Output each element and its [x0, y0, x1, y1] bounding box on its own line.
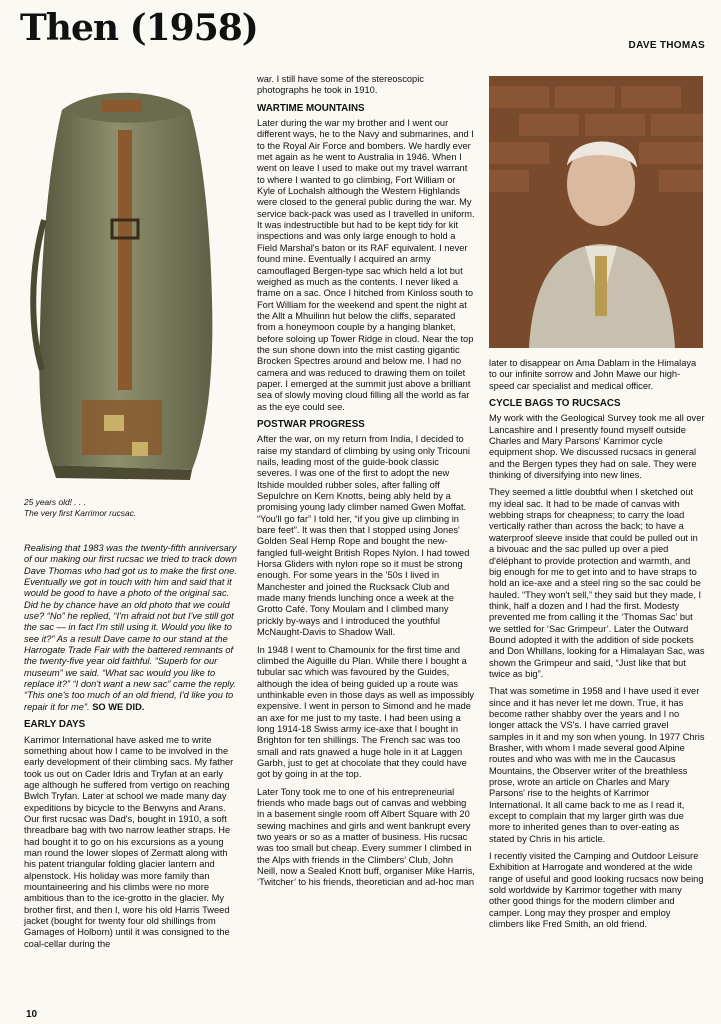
postwar-para-1: After the war, on my return from India, I decided to raise my standard of climbing by using only Tricouni nails, leading most of the guide-book classic severes. I was one of the first to adopt the new Itshide moulded rubber soles, after falling off Sepulchre on Kern Knotts, being ably held by a promising young lady climber named Gwen Moffat. “You'll go far” I told her, “if you give up climbing in bare feet”. It was then that I stopped using Jones' Golden Seal Hemp Rope and bought the new-fangled full-weight British Ropes Nylon. I had towed Horsa Gliders with nylon rope so it must be strong enough. For some years in the '50s I lived in Manchester and joined the Rucksack Club and made many friends lunching once a week at the Grotto Café. Tony Moulam and I climbed many prickly by-ways and I introduced the youthful McNaught-Davis to Shadow Wall.	[257, 434, 470, 638]
heading-postwar: POSTWAR PROGRESS	[257, 418, 365, 430]
intro-closing: SO WE DID.	[92, 701, 145, 712]
portrait-photo	[489, 76, 703, 348]
heading-cycle-bags: CYCLE BAGS TO RUCSACS	[489, 398, 621, 410]
caption-line: The very first Karrimor rucsac.	[24, 507, 137, 518]
rucksack-photo	[22, 70, 236, 490]
caption-line: 25 years old! . . .	[24, 497, 86, 507]
page-title: Then (1958)	[20, 7, 258, 49]
column-1	[24, 543, 238, 956]
photo-caption	[24, 497, 238, 518]
heading-wartime: WARTIME MOUNTAINS	[257, 102, 365, 114]
cycle-bags-para-2: They seemed a little doubtful when I sketched out my ideal sac. It had to be made of canvas with webbing straps for cheapness; to carry the load vertically rather than across the back; to have a waterproof sleeve inside that could be pulled out in a bivouac and the sac pulled up over a pied d'éléphant to provide protection and warmth, and big enough for me to get into and to have straps to hold an ice-axe and a steel ring so the sac could be hauled. “They won't sell,” they said but they made, I think, half a dozen and I had the first. Modesty prevented me from calling it the ‘Thomas Sac’ but we settled for ‘Sac Grimpeur’. Later the Outward Bound adopted it with the addition of side pockets and Don Whillans, looking for a Himalayan Sac, was shown the Grimpeur and said, “Just like that but twice as big”.	[489, 487, 705, 679]
page-number: 10	[26, 1009, 38, 1020]
intro-text: Realising that 1983 was the twenty-fifth anniversary of our making our first rucsac we tried to track down Dave Thomas who had got us to make the first one. Eventually we got in touch with him and said that it would be good to have a photo of the original sac. Did he by chance have an old photo that we could use? “No” he replied, “I'm afraid not but I've still got the sac — in fact I'm still using it. Would you like to see it?” As a result Dave came to our stand at the Harrogate Trade Fair with the battered remnants of the twenty-five year old faithful. “Superb for our museum” we said. “What sac would you like to replace it?” “I don't want a new sac” came the reply. “This one's too much of an old friend, I'd like you to repair it for me”.	[24, 543, 237, 712]
rucksack-illustration	[22, 70, 236, 490]
heading-early-days: EARLY DAYS	[24, 719, 86, 731]
intro-paragraph	[24, 543, 238, 713]
postwar-para-2: In 1948 I went to Chamounix for the first time and climbed the Aiguille du Plan. While there I bought a tubular sac which was favoured by the Guides, although the idea of being guided up a route was unthinkable even in those days as well as impossibly expensive. I went in person to Simond and he made an axe for me just to my taste. I had been using a long 1914-18 Swiss army ice-axe that I bought in Brighton for ten shillings. The French sac was too small and rats gnawed a huge hole in it at Laggen Garbh, just to get at chocolate that they could have got by going in at the top.	[257, 644, 475, 780]
postwar-para-3: Later Tony took me to one of his entrepreneurial friends who made bags out of canvas and webbing in a basement single room off Albert Square with 20 sewing machines and girls and went bankrupt every two years or so as a matter of business. His rucsac was too small but cheap. Every summer I climbed in the Alps with friends in the Climbers' Club, John Neill, now a Sealed Knott buff, organiser Mike Harris, ‘Twitcher’ to his friends, theoretician and ad-hoc man	[257, 786, 475, 888]
cycle-bags-para-3: That was sometime in 1958 and I have used it ever since and it has never let me down. True, it has become rather shabby over the years and I no longer attack the VS's. I have carried gravel samples in it and my son when young. In 1977 Chris Brasher, with whom I made several good Alpine routes and who was with me in the Caucasus Mountains, the Observer writer of the breathless prose, wrote an article on Charles and Mary Parsons' rise to the heights of Karrimor International. It all came back to me as I read it, except to complain that my larger girth was due more to inherited genes than to over-eating as stated by Chris in his article.	[489, 686, 705, 844]
cycle-bags-para-1: My work with the Geological Survey took me all over Lancashire and I presently found myself outside Charles and Mary Parsons' Karrimor cycle equipment shop. We discussed rucsacs in general and the Bergen types they had on sale. They were thinking of diversifying into new lines.	[489, 413, 705, 481]
column-2	[257, 74, 475, 895]
column-3	[489, 358, 705, 937]
author-byline: DAVE THOMAS	[628, 40, 705, 51]
early-days-text: Karrimor International have asked me to write something about how I came to be involved in the early development of their climbing sacs. My father took us out on Cader Idris and Tryfan at an early age although he suffered from vertigo on reaching Bwlch Tryfan. Later at school we made many day expeditions by bicycle to the Berwyns and Arans. Our first rucsac was Dad's, bought in 1910, a soft threadbare bag with two narrow leather straps. He had bought it to go on his excursions as a young man round the lower slopes of Zermatt along with his patent triangular folding glacier lantern and alpenstock. His holiday was more family than mountaineering and his climbs were no more ambitious than to the ice-grotto in the glacier. My brother first, and then I, wore his old Harris Tweed jacket (bought for twenty four old shillings from Gamages of Holborn) until it was consigned to the coal-cellar during the	[24, 734, 234, 949]
portrait-illustration	[489, 76, 703, 348]
col2-continuation: war. I still have some of the stereoscopic photographs he took in 1910.	[257, 74, 424, 96]
wartime-text: Later during the war my brother and I went our different ways, he to the Navy and submarines, and I to the Royal Air Force and bombers. We hardly ever met again as he went to Australia in 1946. When I went on leave I used to make out my travel warrant to where I wanted to go climbing, Fort William or Kyle of Lochalsh although the Western Highlands were closed to the general public during the war. My service back-pack was used as I travelled in uniform. It was indestructible but had to be kept tidy for kit inspections and was only large enough to hold a Field Marshal's baton or its RAF equivalent. I never found mine. Eventually I acquired an army camouflaged Bergen-type sac which held a lot but weighed as much as the contents. I never liked a frame on a sac. Once I hitched from Kinloss south to Fort William for the weekend and spent the night at the Allt a Mhuilinn hut below the cliffs, separated from a honeymoon couple by a hanging blanket, before soloing up Tower Ridge in cloud. Near the top the sun shone down into the mist casting gigantic Brocken Spectres around and below me. I had no camera and was reduced to drawing them on toilet paper. I emerged at the summit just above a brilliant sea of slowly moving cloud filling all the world as far as the eye could see.	[257, 118, 475, 412]
col3-continuation: later to disappear on Ama Dablam in the Himalaya to our infinite sorrow and John Mawe our high-speed car specialist and medical officer.	[489, 358, 697, 391]
cycle-bags-para-4: I recently visited the Camping and Outdoor Leisure Exhibition at Harrogate and wondered at the wide range of useful and good looking rucsacs now being sold worldwide by Karrimor together with many other good things for the modern climber and camper. Long may they prosper and employ climbers like Fred Smith, an old friend.	[489, 851, 704, 930]
